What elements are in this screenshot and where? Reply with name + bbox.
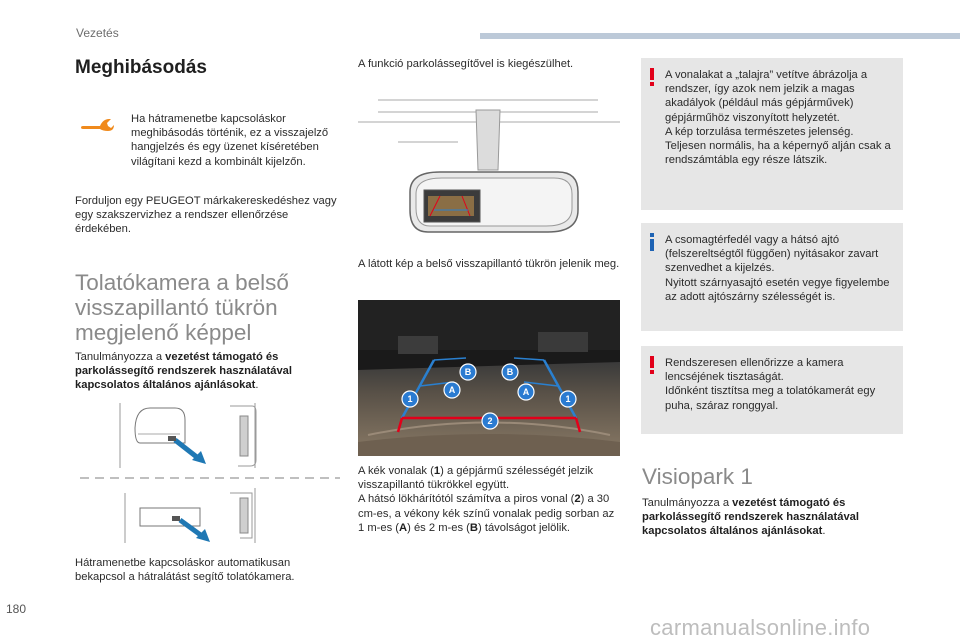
warning-icon (647, 67, 657, 87)
warning-icon (647, 355, 657, 375)
mirror-caption: A látott kép a belső visszapillantó tükrön jelenik meg. (358, 258, 620, 270)
lines-text-2c: ) és 2 m-es ( (407, 521, 470, 534)
rear-camera-illustration (80, 398, 340, 548)
fault-note: Ha hátramenetbe kapcsoláskor meghibásodás történik, ez a visszajelző hangjelzés és egy üzenet kíséretében világítani kezd a kombinált kijelzőn. (131, 113, 329, 168)
wrench-icon (80, 114, 114, 134)
header-bar (480, 33, 960, 39)
camera-heading-line1: Tolatókamera a belső (75, 270, 289, 295)
section-title: Vezetés (76, 26, 119, 40)
label-b-left-text: B (464, 367, 472, 377)
warning-text-projection: A vonalakat a „talajra” vetítve ábrázolja a rendszer, így azok nem jelzik a magas akadályok (például más gépjárművek) gépjárműhöz viszonyított helyzetét. A kép torzulása természetes jelenség. Teljesen normális, ha a képernyő alján csak a rendszámtábla egy része látszik. (665, 69, 891, 167)
lines-text-1a: A kék vonalak ( (358, 465, 434, 477)
label-a-left-text: A (448, 385, 456, 395)
camera-caption: Hátramenetbe kapcsoláskor automatikusan bekapcsol a hátralátást segítő tolatókamera. (75, 557, 295, 584)
camera-heading (75, 270, 345, 345)
camera-heading-line3: megjelenő képpel (75, 320, 252, 345)
label-1-right-text: 1 (565, 394, 571, 404)
label-b-right-text: B (506, 367, 514, 377)
lines-text-2b: ) a 30 cm-es, a vékony kék színű vonalak pedig sorban az 1 m-es ( (358, 493, 615, 534)
lines-num-2: 2 (574, 493, 581, 506)
camera-view-graphics (358, 300, 620, 456)
mirror-illustration (358, 92, 620, 242)
info-box-tailgate (641, 223, 903, 331)
warning-box-projection (641, 58, 903, 210)
camera-heading-line2: visszapillantó tükrön (75, 295, 278, 320)
lines-num-1: 1 (433, 465, 441, 477)
camera-refer (75, 350, 337, 393)
warning-box-cleaning (641, 346, 903, 434)
label-1-left-text: 1 (407, 394, 413, 404)
label-2-text: 2 (487, 416, 493, 426)
refer-suffix: . (255, 379, 259, 392)
lines-letter-a: A (399, 521, 408, 534)
visiopark-refer (642, 496, 904, 539)
refer-prefix: Tanulmányozza a (75, 351, 166, 363)
info-icon (648, 232, 656, 252)
info-text-tailgate: A csomagtérfedél vagy a hátsó ajtó (felszereltségtől függően) nyitásakor zavart szenvedhet a kijelzés. Nyitott szárnyasajtó esetén vegye figyelembe az adott ajtószárny szélességét is. (665, 234, 890, 303)
lines-explanation (358, 464, 620, 535)
fault-heading: Meghibásodás (75, 57, 207, 78)
visiopark-refer-suffix: . (822, 525, 826, 538)
lines-letter-b: B (469, 521, 479, 534)
refer-bold: vezetést támogató és parkolássegítő rendszerek használatával kapcsolatos általános ajánlásokat (75, 351, 293, 392)
watermark: carmanualsonline.info (650, 615, 871, 640)
fault-action: Forduljon egy PEUGEOT márkakereskedéshez vagy egy szakszervizhez a rendszer ellenőrzése érdekében. (75, 195, 337, 236)
warning-text-cleaning: Rendszeresen ellenőrizze a kamera lencséjének tisztaságát. Időnként tisztítsa meg a tolatókamerát egy puha, száraz ronggyal. (665, 357, 876, 412)
lines-text-1b: ) a gépjármű szélességét jelzik visszapillantó tükrökkel együtt. (358, 465, 594, 492)
page-number: 180 (6, 602, 27, 616)
visiopark-heading: Visiopark 1 (642, 464, 753, 489)
visiopark-refer-prefix: Tanulmányozza a (642, 497, 733, 509)
visiopark-refer-bold: vezetést támogató és parkolássegítő rendszerek használatával kapcsolatos általános ajánlásokat (642, 497, 860, 538)
label-a-right-text: A (522, 387, 530, 397)
camera-view-image (358, 300, 620, 456)
lines-text-2a: A hátsó lökhárítótól számítva a piros vonal ( (358, 493, 575, 506)
intro-text: A funkció parkolássegítővel is kiegészülhet. (358, 58, 574, 70)
lines-text-2d: ) távolságot jelölik. (478, 521, 571, 534)
